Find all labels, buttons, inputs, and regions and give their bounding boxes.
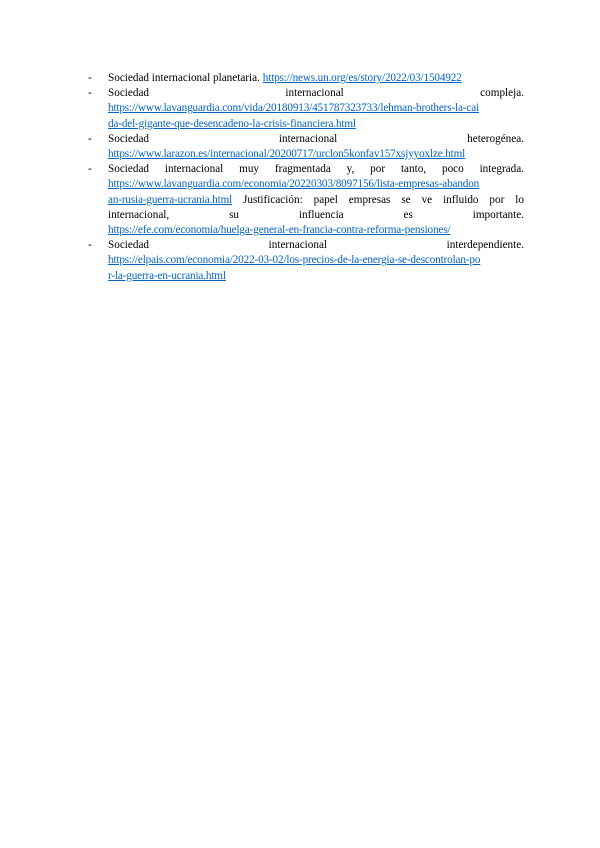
bullet-dash: - bbox=[88, 87, 92, 100]
text-line bbox=[108, 71, 524, 86]
bullet-dash: - bbox=[88, 163, 92, 176]
bullet-dash: - bbox=[88, 132, 92, 145]
list-item bbox=[88, 132, 524, 162]
item-text: Sociedad internacional muy fragmentada y, por tanto, poco integrada. bbox=[108, 163, 524, 176]
text-line bbox=[108, 132, 524, 147]
hyperlink[interactable]: https://www.larazon.es/internacional/20200717/urclon5konfav157xsjyyoxlze.html bbox=[108, 148, 466, 161]
list-item bbox=[88, 162, 524, 238]
item-text: Sociedad internacional interdependiente. bbox=[108, 239, 524, 252]
item-text: Justificación: papel empresas se ve influido por lo bbox=[232, 193, 524, 206]
hyperlink[interactable]: https://elpais.com/economia/2022-03-02/los-precios-de-la-energia-se-descontrolan-po bbox=[108, 254, 481, 267]
list-item bbox=[88, 238, 524, 284]
text-line bbox=[108, 147, 524, 162]
hyperlink[interactable]: https://www.lavanguardia.com/vida/20180913/451787323733/lehman-brothers-la-cai bbox=[108, 102, 479, 115]
text-line bbox=[108, 193, 524, 208]
list-item bbox=[88, 71, 524, 86]
hyperlink[interactable]: da-del-gigante-que-desencadeno-la-crisis-financiera.html bbox=[108, 117, 356, 130]
text-line bbox=[108, 177, 524, 192]
text-line bbox=[108, 162, 524, 177]
text-line bbox=[108, 208, 524, 223]
bullet-dash: - bbox=[88, 239, 92, 252]
hyperlink[interactable]: r-la-guerra-en-ucrania.html bbox=[108, 269, 226, 282]
text-line bbox=[108, 86, 524, 101]
hyperlink[interactable]: https://efe.com/economia/huelga-general-en-francia-contra-reforma-pensiones/ bbox=[108, 224, 451, 237]
hyperlink[interactable]: an-rusia-guerra-ucrania.html bbox=[108, 193, 233, 206]
list-item bbox=[88, 86, 524, 132]
text-line bbox=[108, 101, 524, 116]
text-line bbox=[108, 223, 524, 238]
item-text: Sociedad internacional compleja. bbox=[108, 87, 524, 100]
hyperlink[interactable]: https://news.un.org/es/story/2022/03/1504922 bbox=[262, 72, 462, 84]
item-text: internacional, su influencia es importante. bbox=[108, 208, 524, 221]
item-text: Sociedad internacional heterogénea. bbox=[108, 132, 524, 145]
bullet-dash: - bbox=[88, 72, 92, 84]
hyperlink[interactable]: https://www.lavanguardia.com/economia/20220303/8097156/lista-empresas-abandon bbox=[108, 178, 480, 191]
reference-list bbox=[88, 71, 524, 284]
item-text: Sociedad internacional planetaria. bbox=[108, 72, 263, 84]
text-line bbox=[108, 238, 524, 253]
text-line bbox=[108, 269, 524, 284]
text-line bbox=[108, 117, 524, 132]
text-line bbox=[108, 253, 524, 268]
